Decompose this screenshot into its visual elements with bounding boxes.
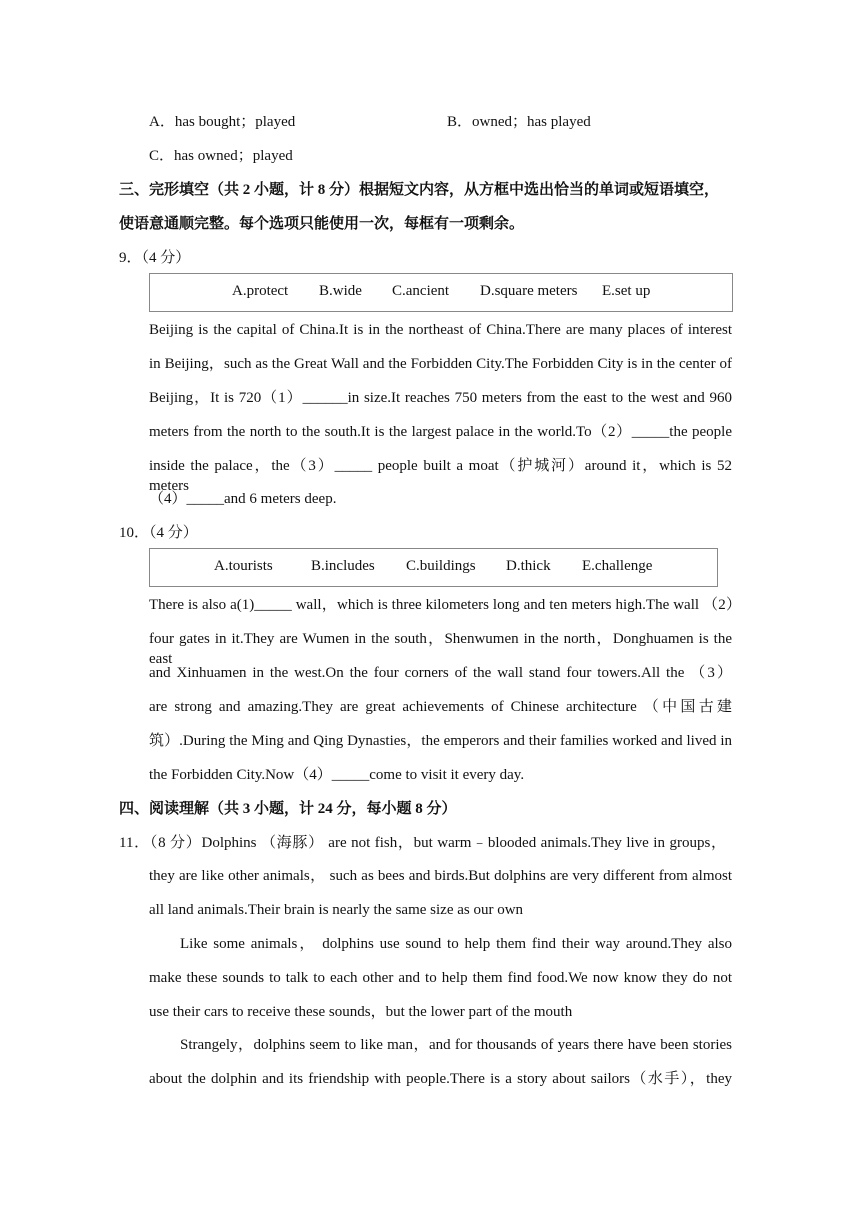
section4-heading: 四、阅读理解（共 3 小题，计 24 分，每小题 8 分） [119,801,457,817]
q11-passage-line: Like some animals， dolphins use sound to help them find their way around.They also [180,936,732,952]
q10-option: A.tourists [214,558,273,574]
q10-passage-line: and Xinhuamen in the west.On the four corners of the wall stand four towers.All the （3） [149,665,732,681]
q8-option-b: B．owned；has played [447,114,591,130]
q9-passage-line: Beijing，It is 720（1）______in size.It reaches 750 meters from the east to the west and 960 [149,390,732,406]
q8-option-a: A．has bought；played [149,114,296,130]
q9-option-box [149,273,733,312]
q9-option: A.protect [232,283,289,299]
q11-passage-line: 11．（8 分）Dolphins （海豚） are not fish，but warm﹣blooded animals.They live in groups， [119,835,726,851]
q9-passage-line: meters from the north to the south.It is the largest palace in the world.To（2）_____the people [149,424,732,440]
q10-option: E.challenge [582,558,653,574]
q11-passage-line: they are like other animals， such as bees and birds.But dolphins are very different from almost [149,868,732,884]
q8-option-c: C．has owned；played [149,148,293,164]
q10-passage-line: four gates in it.They are Wumen in the south，Shenwumen in the north，Donghuamen is the east [149,631,732,667]
q11-passage-line: all land animals.Their brain is nearly the same size as our own [149,902,524,918]
q10-passage-line: There is also a(1)_____ wall，which is three kilometers long and ten meters high.The wall （2） [149,597,741,613]
q9-passage-line: （4）_____and 6 meters deep. [149,491,337,507]
q9-option: B.wide [319,283,362,299]
q11-passage-line: about the dolphin and its friendship with people.There is a story about sailors（水手），they [149,1071,732,1087]
q10-passage-line: are strong and amazing.They are great achievements of Chinese architecture （中国古建 [149,699,732,715]
section3-heading-line2: 使语意通顺完整。每个选项只能使用一次，每框有一项剩余。 [119,216,525,232]
q10-label: 10．（4 分） [119,525,198,541]
q9-passage-line: in Beijing，such as the Great Wall and the Forbidden City.The Forbidden City is in the center of [149,356,732,372]
q10-option-box [149,548,718,587]
q10-option: D.thick [506,558,551,574]
q11-passage-line: make these sounds to talk to each other and to help them find food.We now know they do not [149,970,732,986]
q11-passage-line: Strangely，dolphins seem to like man，and for thousands of years there have been stories [180,1037,732,1053]
q10-passage-line: the Forbidden City.Now（4）_____come to visit it every day. [149,767,525,783]
q10-passage-line: 筑）.During the Ming and Qing Dynasties，the emperors and their families worked and lived in [149,733,732,749]
q9-passage-line: inside the palace，the（3）_____ people built a moat（护城河）around it，which is 52 meters [149,458,732,494]
q9-label: 9．（4 分） [119,250,191,266]
q10-option: C.buildings [406,558,476,574]
q9-option: D.square meters [480,283,578,299]
q11-passage-line: use their cars to receive these sounds，but the lower part of the mouth [149,1004,573,1020]
section3-heading-line1: 三、完形填空（共 2 小题，计 8 分）根据短文内容，从方框中选出恰当的单词或短语填空， [119,182,720,198]
q10-option: B.includes [311,558,375,574]
q9-passage-line: Beijing is the capital of China.It is in the northeast of China.There are many places of interest [149,322,732,338]
q9-option: E.set up [602,283,651,299]
q9-option: C.ancient [392,283,450,299]
